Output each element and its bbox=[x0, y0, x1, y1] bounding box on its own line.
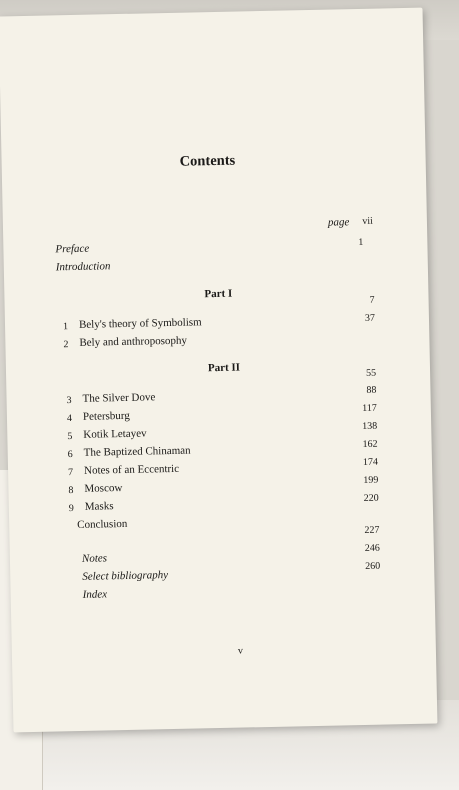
toc-page-ch2: 37 bbox=[364, 312, 376, 324]
part-heading-1: Part I bbox=[204, 287, 233, 301]
toc-page-bibliography: 246 bbox=[364, 542, 380, 554]
toc-entry-ch9: Masks bbox=[84, 500, 114, 513]
toc-entry-notes: Notes bbox=[81, 552, 108, 565]
toc-entry-ch2: Bely and anthroposophy bbox=[79, 334, 188, 349]
toc-entry-ch3: The Silver Dove bbox=[82, 391, 156, 405]
chapter-number: 9 bbox=[68, 503, 74, 515]
toc-page-introduction: 1 bbox=[358, 236, 364, 249]
toc-entry-ch6: The Baptized Chinaman bbox=[83, 444, 191, 459]
toc-page-ch3: 55 bbox=[365, 367, 377, 379]
toc-entry-preface: Preface bbox=[55, 242, 90, 256]
toc-page-ch4: 88 bbox=[366, 384, 377, 396]
toc-page-index: 260 bbox=[365, 560, 381, 572]
toc-entry-ch4: Petersburg bbox=[82, 409, 130, 423]
chapter-number: 2 bbox=[63, 339, 69, 351]
page-column-label: page bbox=[327, 216, 350, 229]
toc-entry-conclusion: Conclusion bbox=[77, 517, 128, 531]
page-folio: v bbox=[237, 645, 244, 657]
toc-entry-ch5: Kotik Letayev bbox=[83, 427, 147, 441]
toc-page-preface: vii bbox=[362, 215, 374, 227]
toc-entry-ch7: Notes of an Eccentric bbox=[83, 462, 180, 477]
contents-page bbox=[0, 8, 437, 733]
toc-page-ch6: 138 bbox=[362, 420, 378, 432]
toc-entry-bibliography: Select bibliography bbox=[82, 569, 169, 583]
toc-entry-ch1: Bely's theory of Symbolism bbox=[78, 316, 202, 331]
chapter-number: 5 bbox=[67, 431, 73, 443]
toc-page-conclusion: 220 bbox=[363, 492, 379, 504]
toc-page-ch1: 7 bbox=[369, 294, 375, 306]
toc-page-ch9: 199 bbox=[363, 474, 379, 486]
chapter-number: 6 bbox=[67, 449, 73, 461]
toc-entry-index: Index bbox=[82, 588, 108, 601]
chapter-number: 8 bbox=[68, 485, 74, 497]
toc-page-ch5: 117 bbox=[362, 402, 377, 414]
part-heading-2: Part II bbox=[207, 361, 241, 375]
toc-page-ch7: 162 bbox=[362, 438, 378, 450]
chapter-number: 1 bbox=[62, 321, 69, 333]
toc-page-notes: 227 bbox=[364, 524, 380, 536]
chapter-number: 4 bbox=[66, 413, 73, 425]
chapter-number: 7 bbox=[68, 467, 74, 479]
chapter-number: 3 bbox=[66, 395, 72, 407]
toc-entry-introduction: Introduction bbox=[55, 260, 111, 274]
toc-page-ch8: 174 bbox=[362, 456, 379, 468]
page-title: Contents bbox=[179, 152, 236, 170]
toc-entry-ch8: Moscow bbox=[84, 482, 123, 495]
